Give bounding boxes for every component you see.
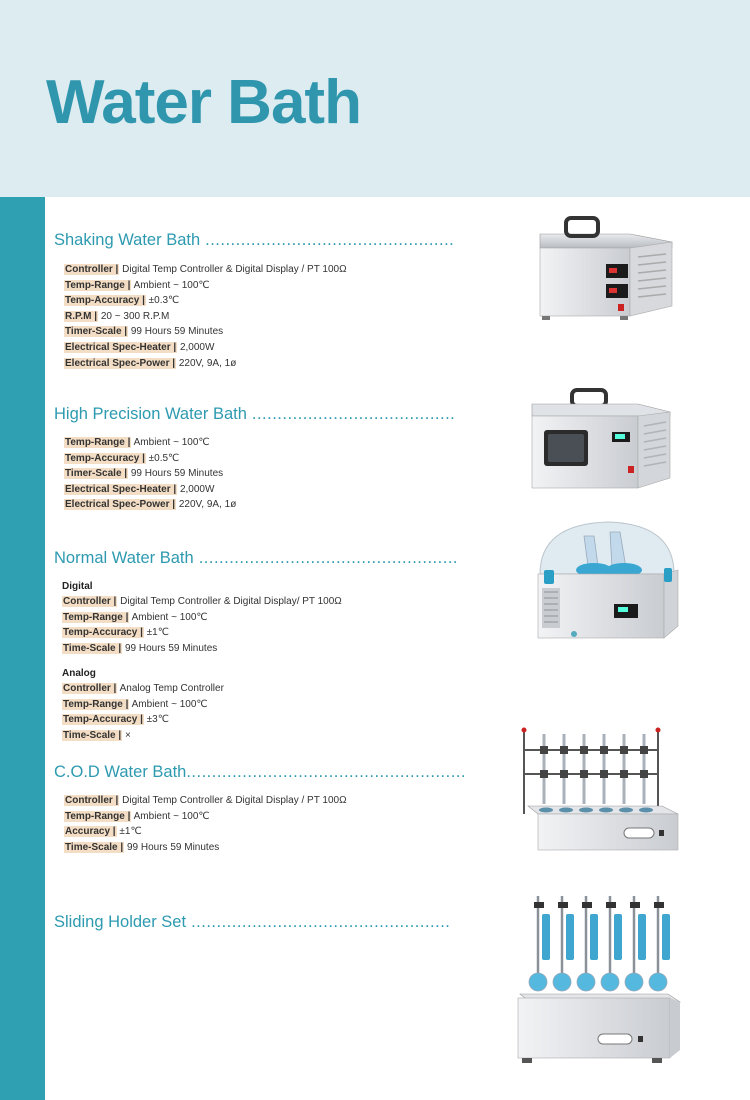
- page-title: Water Bath: [46, 68, 361, 137]
- cod-water-bath-image: [516, 722, 686, 862]
- spec-label: Controller |: [65, 264, 119, 275]
- spec-label: Controller |: [63, 683, 117, 694]
- spec-row: [64, 451, 236, 467]
- leader-dots: .......................................................: [186, 763, 466, 781]
- normal-water-bath-image: [528, 514, 688, 654]
- spec-label: Time-Scale |: [65, 841, 124, 853]
- spec-row: [64, 278, 347, 294]
- spec-row: [62, 641, 342, 657]
- leader-dots: ...................................................: [198, 549, 458, 567]
- spec-value: 220V, 9A, 1ø: [178, 357, 237, 369]
- specs-normal-digital: [62, 581, 342, 656]
- section-title-sliding: [54, 912, 499, 932]
- spec-label: Temp-Range |: [65, 279, 131, 291]
- spec-value: ×: [124, 729, 131, 741]
- spec-value: 99 Hours 59 Minutes: [130, 468, 224, 480]
- spec-row: [62, 610, 342, 626]
- spec-value: Ambient ~ 100℃: [131, 611, 208, 623]
- spec-row: [62, 712, 224, 728]
- spec-label: Electrical Spec-Heater |: [65, 483, 177, 495]
- section-title-shaking: [54, 230, 499, 250]
- spec-label: Temp-Accuracy |: [65, 452, 145, 464]
- spec-value: 2,000W: [179, 483, 215, 495]
- section-title-text: C.O.D Water Bath: [54, 763, 187, 781]
- spec-value: 99 Hours 59 Minutes: [130, 326, 224, 338]
- spec-label: Time-Scale |: [63, 642, 122, 654]
- section-title-text: High Precision Water Bath: [54, 405, 247, 423]
- spec-value: Digital Temp Controller & Digital Display/ PT 100Ω: [120, 596, 342, 607]
- spec-row: [64, 824, 347, 840]
- spec-row: [64, 309, 347, 325]
- spec-row: [62, 594, 342, 610]
- spec-value: ±1℃: [119, 826, 142, 838]
- section-title-precision: [54, 404, 499, 424]
- spec-label: Temp-Range |: [65, 810, 131, 822]
- leader-dots: ...................................................: [191, 913, 451, 931]
- leader-dots: ........................................: [251, 405, 456, 423]
- shaking-water-bath-image: [528, 212, 684, 328]
- specs-cod: [64, 793, 347, 855]
- spec-label: Temp-Accuracy |: [63, 627, 143, 639]
- section-title-text: Shaking Water Bath: [54, 231, 201, 249]
- spec-label: Temp-Range |: [63, 611, 129, 623]
- specs-normal-analog: [62, 668, 224, 743]
- spec-label: Temp-Range |: [65, 437, 131, 448]
- spec-row: [64, 435, 236, 451]
- side-accent-bar: [0, 197, 45, 1100]
- spec-value: 20 ~ 300 R.P.M: [100, 310, 170, 322]
- high-precision-water-bath-image: [520, 386, 680, 498]
- spec-value: 220V, 9A, 1ø: [178, 499, 237, 511]
- section-title-text: Normal Water Bath: [54, 549, 194, 567]
- spec-label: Timer-Scale |: [65, 326, 128, 338]
- subsection-heading-digital: Digital: [62, 581, 93, 592]
- spec-value: ±3℃: [146, 714, 169, 726]
- leader-dots: .................................................: [205, 231, 455, 249]
- section-title-cod: [54, 762, 499, 782]
- spec-row: [62, 625, 342, 641]
- spec-row: [64, 793, 347, 809]
- spec-label: Temp-Range |: [63, 698, 129, 710]
- spec-value: ±0.3℃: [148, 295, 180, 307]
- spec-row: [64, 293, 347, 309]
- specs-shaking: [64, 262, 347, 371]
- specs-precision: [64, 435, 236, 513]
- spec-label: Electrical Spec-Power |: [65, 357, 176, 369]
- spec-value: Ambient ~ 100℃: [133, 279, 210, 291]
- spec-value: Digital Temp Controller & Digital Display / PT 100Ω: [122, 795, 347, 806]
- spec-value: 99 Hours 59 Minutes: [126, 841, 220, 853]
- spec-value: Analog Temp Controller: [119, 683, 224, 694]
- spec-row: [64, 466, 236, 482]
- spec-value: ±1℃: [146, 627, 169, 639]
- spec-value: Ambient ~ 100℃: [131, 698, 208, 710]
- spec-value: 2,000W: [179, 341, 215, 353]
- subsection-heading-analog: Analog: [62, 668, 96, 679]
- section-title-text: Sliding Holder Set: [54, 913, 187, 931]
- spec-value: Ambient ~ 100℃: [133, 437, 210, 448]
- spec-row: [62, 681, 224, 697]
- spec-label: Electrical Spec-Power |: [65, 499, 176, 511]
- spec-label: Electrical Spec-Heater |: [65, 341, 177, 353]
- spec-row: [64, 356, 347, 372]
- spec-row: [64, 262, 347, 278]
- spec-value: ±0.5℃: [148, 452, 180, 464]
- spec-value: 99 Hours 59 Minutes: [124, 642, 218, 654]
- spec-row: [64, 497, 236, 513]
- section-title-normal: [54, 548, 499, 568]
- spec-row: [64, 840, 347, 856]
- spec-label: Controller |: [65, 795, 119, 806]
- spec-row: [64, 340, 347, 356]
- sliding-holder-set-image: [512, 890, 684, 1072]
- spec-value: Digital Temp Controller & Digital Display / PT 100Ω: [122, 264, 347, 275]
- spec-label: Temp-Accuracy |: [65, 295, 145, 307]
- spec-row: [62, 697, 224, 713]
- spec-label: Accuracy |: [65, 826, 116, 838]
- spec-label: R.P.M |: [65, 310, 98, 322]
- spec-row: [62, 728, 224, 744]
- spec-row: [64, 482, 236, 498]
- spec-label: Controller |: [63, 596, 117, 607]
- spec-row: [64, 809, 347, 825]
- spec-label: Time-Scale |: [63, 729, 122, 741]
- spec-row: [64, 324, 347, 340]
- spec-label: Temp-Accuracy |: [63, 714, 143, 726]
- spec-value: Ambient ~ 100℃: [133, 810, 210, 822]
- spec-label: Timer-Scale |: [65, 468, 128, 480]
